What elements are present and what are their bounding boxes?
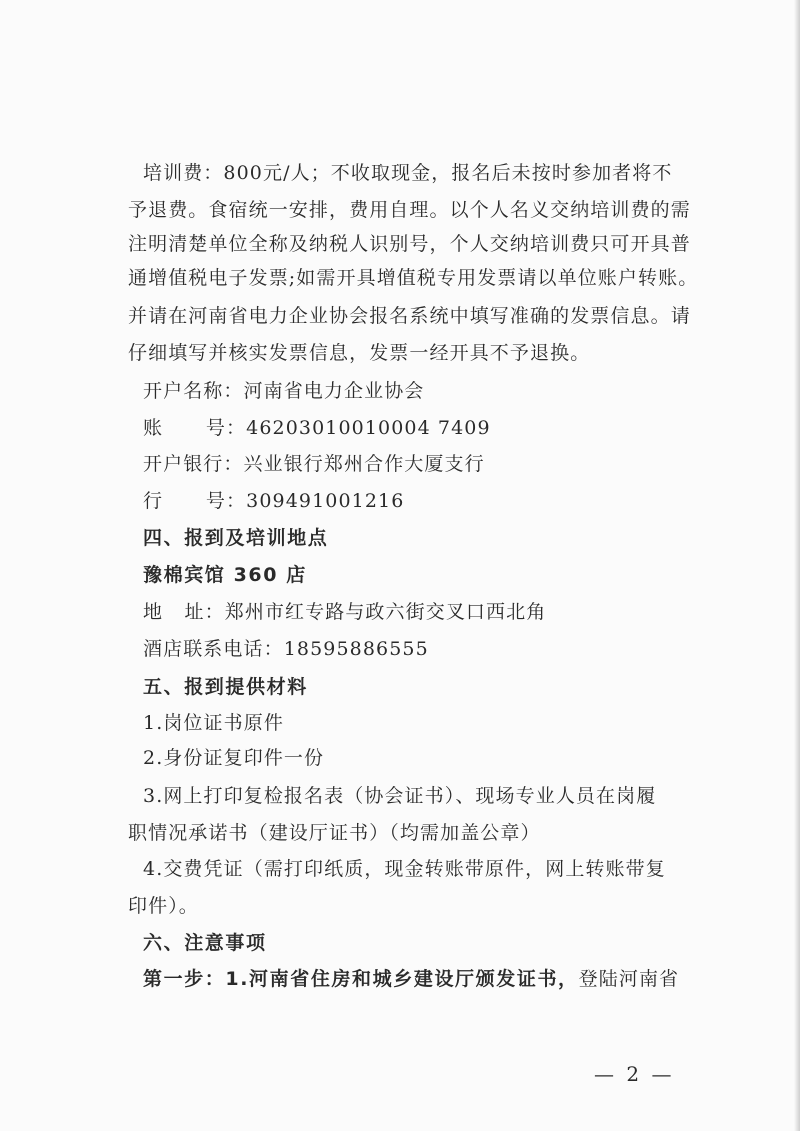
material-item-4-line-1: 4.交费凭证（需打印纸质，现金转账带原件，网上转账带复 <box>143 858 666 880</box>
section-5-heading: 五、报到提供材料 <box>143 676 308 698</box>
step-1-line <box>143 966 679 992</box>
hotel-phone: 酒店联系电话：18595886555 <box>143 638 429 660</box>
fee-paragraph-line-6: 仔细填写并核实发票信息，发票一经开具不予退换。 <box>128 342 591 364</box>
material-item-3-line-1: 3.网上打印复检报名表（协会证书）、现场专业人员在岗履 <box>143 785 657 807</box>
account-bank: 开户银行：兴业银行郑州合作大厦支行 <box>143 453 485 475</box>
fee-paragraph-line-2: 予退费。食宿统一安排，费用自理。以个人名义交纳培训费的需 <box>128 199 691 221</box>
venue-name: 豫棉宾馆 360 店 <box>143 564 307 586</box>
account-bank-number: 行 号：309491001216 <box>143 490 405 512</box>
step-1-rest-text: 登陆河南省 <box>578 968 680 990</box>
scan-edge-shadow <box>794 0 800 1131</box>
account-number: 账 号：46203010010004 7409 <box>143 417 491 439</box>
step-1-bold-text: 第一步：1.河南省住房和城乡建设厅颁发证书， <box>143 968 579 990</box>
fee-paragraph-line-4: 通增值税电子发票;如需开具增值税专用发票请以单位账户转账。 <box>128 267 699 289</box>
material-item-3-line-2: 职情况承诺书（建设厅证书）（均需加盖公章） <box>128 822 541 844</box>
fee-paragraph-line-3: 注明清楚单位全称及纳税人识别号，个人交纳培训费只可开具普 <box>128 233 691 255</box>
fee-paragraph-line-1: 培训费：800元/人；不收取现金，报名后未按时参加者将不 <box>143 162 673 184</box>
material-item-2: 2.身份证复印件一份 <box>143 747 325 769</box>
section-4-heading: 四、报到及培训地点 <box>143 527 329 549</box>
venue-address: 地 址：郑州市红专路与政六街交叉口西北角 <box>143 601 547 623</box>
page-number: — 2 — <box>594 1062 675 1086</box>
material-item-1: 1.岗位证书原件 <box>143 712 284 734</box>
account-name: 开户名称：河南省电力企业协会 <box>143 380 425 402</box>
material-item-4-line-2: 印件）。 <box>128 895 199 917</box>
fee-paragraph-line-5: 并请在河南省电力企业协会报名系统中填写准确的发票信息。请 <box>128 305 691 327</box>
section-6-heading: 六、注意事项 <box>143 932 267 954</box>
